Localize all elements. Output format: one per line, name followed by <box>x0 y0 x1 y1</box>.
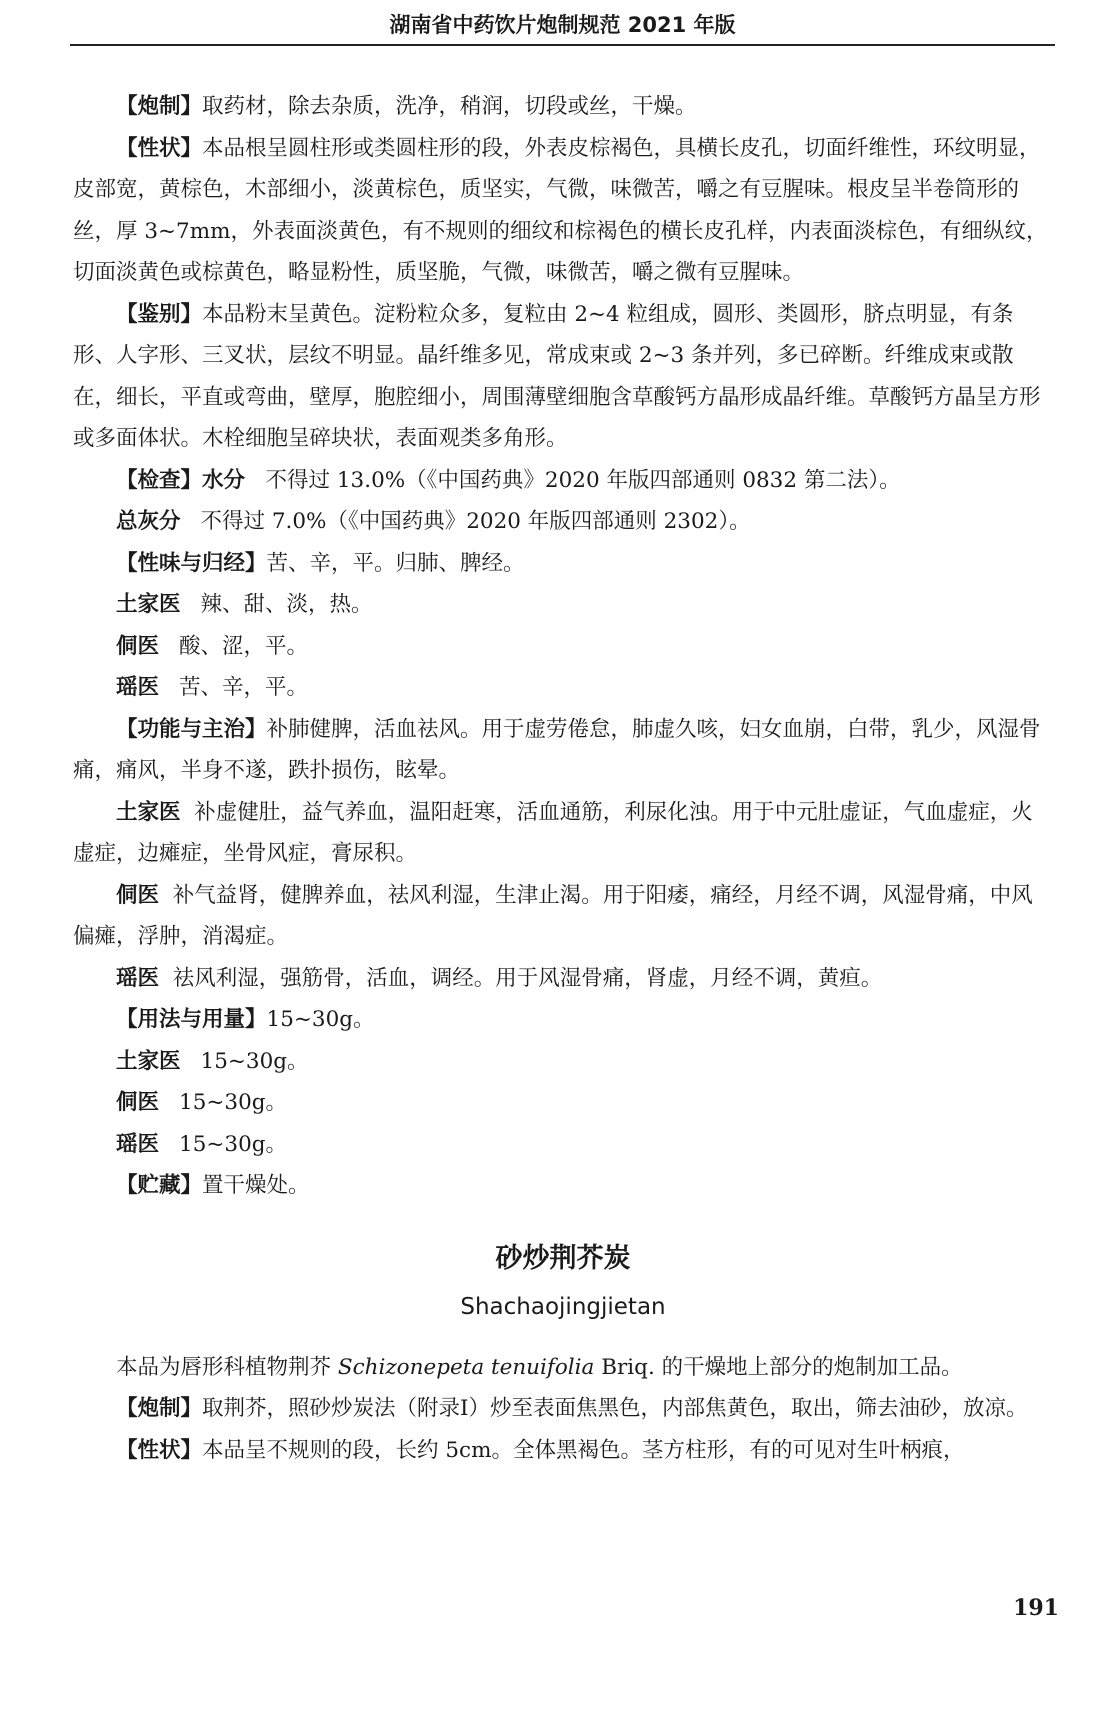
xingwei-dong <box>73 626 1053 668</box>
zhucang-label: 【贮藏】 <box>116 1173 203 1198</box>
page-number: 191 <box>1013 1595 1059 1621</box>
xingzhuang2-paragraph <box>73 1430 1053 1472</box>
gongneng-paragraph <box>73 709 1053 792</box>
xingzhuang-text: 本品根呈圆柱形或类圆柱形的段，外表皮棕褐色，具横长皮孔，切面纤维性，环纹明显，皮部宽，黄棕色，木部细小，淡黄棕色，质坚实，气微，味微苦，嚼之有豆腥味。根皮呈半卷筒形的丝，厚 3~7mm，外表面淡黄色，有不规则的细纹和棕褐色的横长皮孔样，内表面淡棕色，有细纵纹，切面淡黄色或棕黄色，略显粉性，质坚脆，气微，味微苦，嚼之微有豆腥味。 <box>73 135 1048 285</box>
dong-label: 侗医 <box>116 1090 160 1115</box>
dong-text: 补气益肾，健脾养血，祛风利湿，生津止渴。用于阳痿，痛经，月经不调，风湿骨痛，中风偏瘫，浮肿，消渴症。 <box>73 882 1033 949</box>
jianbie-label: 【鉴别】 <box>116 301 203 327</box>
jianbie-paragraph <box>73 294 1053 460</box>
yongfa-yao <box>73 1124 1053 1166</box>
gongneng-dong <box>73 875 1053 958</box>
dong-text: 15~30g。 <box>179 1090 288 1115</box>
dong-label: 侗医 <box>116 882 160 908</box>
tujia-text: 辣、甜、淡，热。 <box>200 592 373 617</box>
gongneng-yao <box>73 958 1053 1000</box>
running-header-title: 湖南省中药饮片炮制规范 2021 年版 <box>389 13 736 37</box>
paozhi-label: 【炮制】 <box>116 94 203 119</box>
xingwei-label: 【性味与归经】 <box>116 550 267 576</box>
ash-paragraph <box>73 501 1053 543</box>
zhucang-paragraph <box>73 1165 1053 1207</box>
water-label: 水分 <box>202 467 246 493</box>
tujia-label: 土家医 <box>116 592 181 617</box>
gongneng-tujia <box>73 792 1053 875</box>
item-heading <box>73 1237 1053 1327</box>
yao-text: 祛风利湿，强筋骨，活血，调经。用于风湿骨痛，肾虚，月经不调，黄疸。 <box>172 965 883 991</box>
xingwei-paragraph <box>73 543 1053 585</box>
yao-label: 瑶医 <box>116 675 160 700</box>
jiancha-label: 【检查】 <box>116 467 203 493</box>
paozhi2-text: 取荆芥，照砂炒炭法（附录Ⅰ）炒至表面焦黑色，内部焦黄色，取出，筛去油砂，放凉。 <box>202 1396 1028 1421</box>
intro-paragraph <box>73 1347 1053 1389</box>
paozhi2-label: 【炮制】 <box>116 1396 203 1421</box>
yao-text: 苦、辛，平。 <box>179 675 309 700</box>
yongfa-dong <box>73 1082 1053 1124</box>
tujia-label: 土家医 <box>116 799 181 825</box>
yongfa-paragraph <box>73 999 1053 1041</box>
yao-text: 15~30g。 <box>179 1131 288 1157</box>
zhucang-text: 置干燥处。 <box>202 1173 310 1198</box>
paozhi-text: 取药材，除去杂质，洗净，稍润，切段或丝，干燥。 <box>202 94 697 119</box>
yongfa-text: 15~30g。 <box>266 1007 375 1032</box>
jiancha-water-paragraph <box>73 460 1053 502</box>
jianbie-text: 本品粉末呈黄色。淀粉粒众多，复粒由 2~4 粒组成，圆形、类圆形，脐点明显，有条形、人字形、三叉状，层纹不明显。晶纤维多见，常成束或 2~3 条并列，多已碎断。纤维成束或散在，细长，平直或弯曲，壁厚，胞腔细小，周围薄壁细胞含草酸钙方晶形成晶纤维。草酸钙方晶呈方形或多面体状。木栓细胞呈碎块状，表面观类多角形。 <box>73 301 1041 451</box>
paozhi-paragraph <box>73 86 1053 128</box>
item-pinyin: Shachaojingjietan <box>460 1293 666 1320</box>
yongfa-label: 【用法与用量】 <box>116 1007 267 1032</box>
xingwei-tujia <box>73 584 1053 626</box>
xingzhuang-label: 【性状】 <box>116 135 203 161</box>
intro-suffix: Briq. 的干燥地上部分的炮制加工品。 <box>594 1354 963 1380</box>
xingzhuang2-label: 【性状】 <box>116 1437 203 1463</box>
gongneng-text: 补肺健脾，活血祛风。用于虚劳倦怠，肺虚久咳，妇女血崩，白带，乳少，风湿骨痛，痛风，半身不遂，跌扑损伤，眩晕。 <box>73 716 1041 783</box>
gongneng-label: 【功能与主治】 <box>116 716 267 742</box>
item-title: 砂炒荆芥炭 <box>495 1242 631 1274</box>
xingwei-yao <box>73 667 1053 709</box>
tujia-label: 土家医 <box>116 1048 181 1074</box>
intro-latin-name: Schizonepeta tenuifolia <box>337 1354 595 1380</box>
yao-label: 瑶医 <box>116 1131 160 1157</box>
intro-prefix: 本品为唇形科植物荆芥 <box>116 1354 332 1380</box>
yongfa-tujia <box>73 1041 1053 1083</box>
paozhi2-paragraph <box>73 1388 1053 1430</box>
xingwei-text: 苦、辛，平。归肺、脾经。 <box>266 550 525 576</box>
yao-label: 瑶医 <box>116 965 160 991</box>
water-text: 不得过 13.0%（《中国药典》2020 年版四部通则 0832 第二法）。 <box>265 467 901 493</box>
xingzhuang-paragraph <box>73 128 1053 294</box>
xingzhuang2-text: 本品呈不规则的段，长约 5cm。全体黑褐色。茎方柱形，有的可见对生叶柄痕， <box>202 1437 965 1463</box>
dong-text: 酸、涩，平。 <box>179 633 309 659</box>
tujia-text: 补虚健肚，益气养血，温阳赶寒，活血通筋，利尿化浊。用于中元肚虚证，气血虚症，火虚症，边瘫症，坐骨风症，膏尿积。 <box>73 799 1033 866</box>
dong-label: 侗医 <box>116 633 160 659</box>
page-content <box>73 86 1053 1471</box>
running-header <box>70 8 1055 46</box>
ash-label: 总灰分 <box>116 509 181 534</box>
ash-text: 不得过 7.0%（《中国药典》2020 年版四部通则 2302）。 <box>200 509 751 534</box>
tujia-text: 15~30g。 <box>200 1048 309 1074</box>
